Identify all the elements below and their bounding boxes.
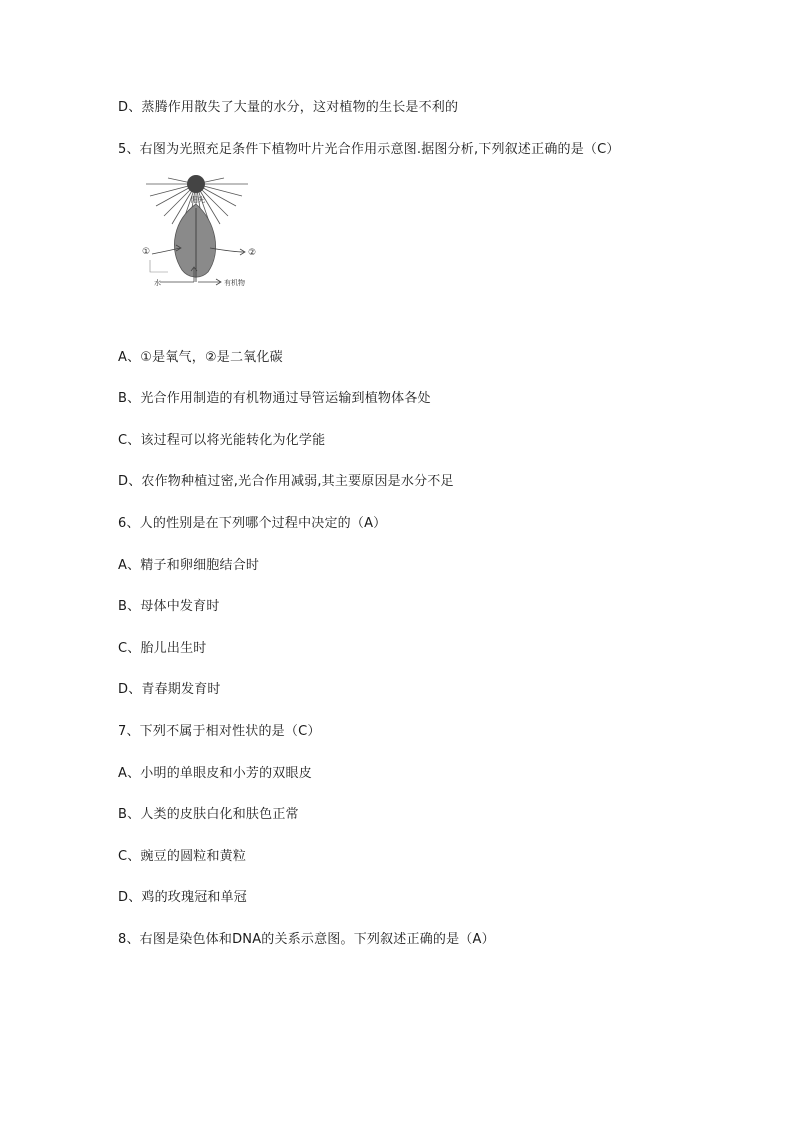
organic-label: 有机物 xyxy=(224,279,245,287)
option-c-q6: C、胎儿出生时 xyxy=(118,641,207,656)
option-a-q6: A、精子和卵细胞结合时 xyxy=(118,558,260,573)
label-2: ② xyxy=(248,248,257,258)
photosynthesis-svg xyxy=(138,172,278,292)
option-d-q7: D、鸡的玫瑰冠和单冠 xyxy=(118,890,248,905)
option-d-q4: D、蒸腾作用散失了大量的水分，这对植物的生长是不利的 xyxy=(118,100,459,115)
water-label: 水 xyxy=(154,279,161,287)
option-b-q5: B、光合作用制造的有机物通过导管运输到植物体各处 xyxy=(118,391,431,406)
option-d-q6: D、青春期发育时 xyxy=(118,682,221,697)
label-1: ① xyxy=(142,247,151,257)
option-a-q5: A、①是氧气，②是二氧化碳 xyxy=(118,350,283,365)
option-c-q7: C、豌豆的圆粒和黄粒 xyxy=(118,849,247,864)
question-8: 8、右图是染色体和DNA的关系示意图。下列叙述正确的是（A） xyxy=(118,932,495,947)
question-5: 5、右图为光照充足条件下植物叶片光合作用示意图.据图分析,下列叙述正确的是（C） xyxy=(118,142,620,157)
photosynthesis-diagram xyxy=(138,172,278,292)
option-a-q7: A、小明的单眼皮和小芳的双眼皮 xyxy=(118,766,312,781)
question-7: 7、下列不属于相对性状的是（C） xyxy=(118,724,321,739)
option-b-q7: B、人类的皮肤白化和肤色正常 xyxy=(118,807,299,822)
sun-label: 阳光 xyxy=(191,196,205,204)
option-b-q6: B、母体中发育时 xyxy=(118,599,220,614)
sun-icon xyxy=(187,175,205,193)
question-6: 6、人的性别是在下列哪个过程中决定的（A） xyxy=(118,516,387,531)
leaf-shape xyxy=(174,204,215,277)
option-c-q5: C、该过程可以将光能转化为化学能 xyxy=(118,433,326,448)
option-d-q5: D、农作物种植过密,光合作用减弱,其主要原因是水分不足 xyxy=(118,474,454,489)
